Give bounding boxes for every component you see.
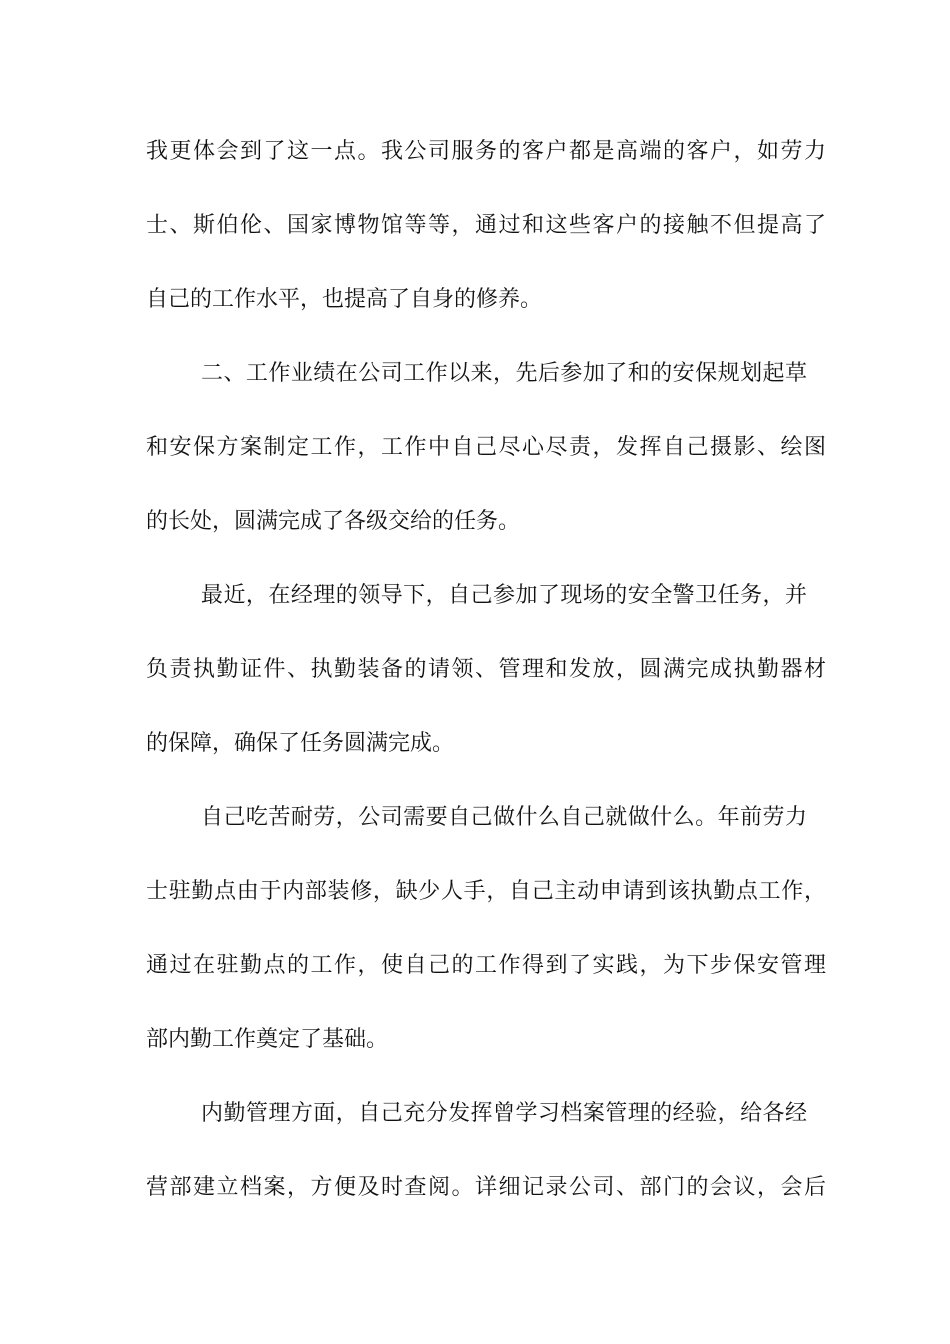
text-line: 通过在驻勤点的工作，使自己的工作得到了实践，为下步保安管理	[146, 953, 826, 978]
text-line: 营部建立档案，方便及时查阅。详细记录公司、部门的会议，会后	[146, 1175, 826, 1200]
text-line: 的保障，确保了任务圆满完成。	[146, 731, 455, 756]
text-line: 部内勤工作奠定了基础。	[146, 1027, 389, 1052]
text-line: 士、斯伯伦、国家博物馆等等，通过和这些客户的接触不但提高了	[146, 213, 826, 238]
text-line: 士驻勤点由于内部装修，缺少人手，自己主动申请到该执勤点工作，	[146, 879, 826, 904]
text-line: 最近，在经理的领导下，自己参加了现场的安全警卫任务，并	[201, 583, 807, 608]
text-line: 的长处，圆满完成了各级交给的任务。	[146, 509, 521, 534]
text-line: 负责执勤证件、执勤装备的请领、管理和发放，圆满完成执勤器材	[146, 657, 826, 682]
text-line: 自己吃苦耐劳，公司需要自己做什么自己就做什么。年前劳力	[201, 805, 807, 830]
text-line: 内勤管理方面，自己充分发挥曾学习档案管理的经验，给各经	[201, 1101, 807, 1126]
text-line: 和安保方案制定工作，工作中自己尽心尽责，发挥自己摄影、绘图	[146, 435, 826, 460]
text-line: 二、工作业绩在公司工作以来，先后参加了和的安保规划起草	[201, 361, 807, 386]
text-line: 我更体会到了这一点。我公司服务的客户都是高端的客户，如劳力	[146, 139, 826, 164]
text-line: 自己的工作水平，也提高了自身的修养。	[146, 287, 543, 312]
